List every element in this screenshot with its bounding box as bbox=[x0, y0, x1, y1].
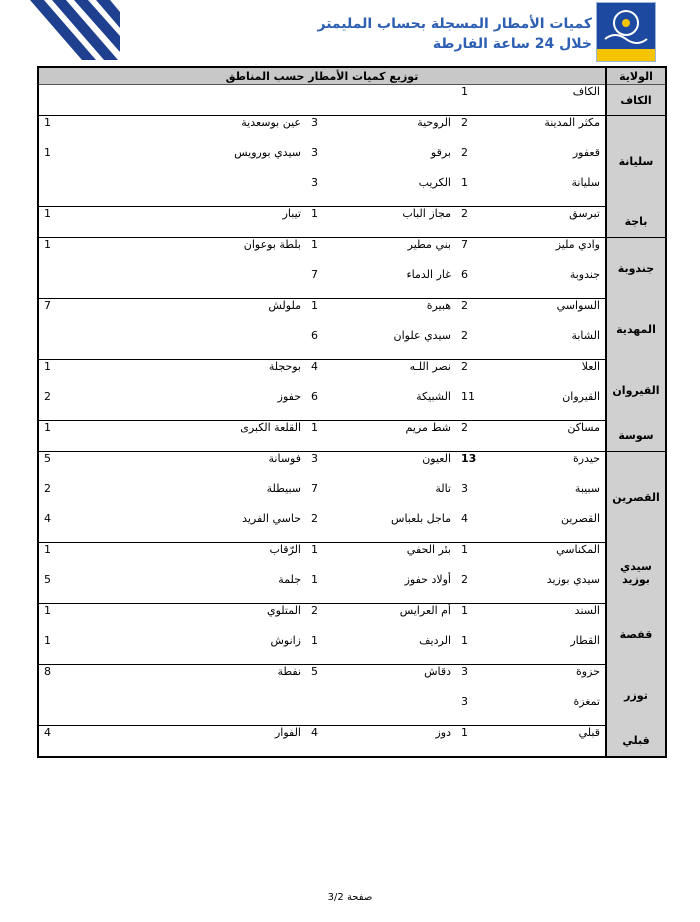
station-name: بوحجلة bbox=[268, 360, 301, 373]
rainfall-table bbox=[37, 66, 667, 758]
station-name: تمغزة bbox=[496, 695, 606, 726]
rainfall-value: 1 bbox=[38, 116, 196, 147]
rainfall-value: 1 bbox=[38, 207, 196, 238]
rainfall-value: 1 bbox=[461, 604, 468, 617]
station-name bbox=[346, 85, 456, 116]
rainfall-value: 1 bbox=[306, 634, 346, 665]
table-row bbox=[38, 573, 666, 604]
station-name: أولاد حفوز bbox=[346, 573, 456, 604]
station-name: شط مريم bbox=[346, 421, 456, 452]
rainfall-value: 1 bbox=[38, 421, 196, 452]
rainfall-value: 1 bbox=[306, 573, 346, 604]
rainfall-value: 2 bbox=[461, 299, 468, 312]
station-name: عين بوسعدية bbox=[241, 116, 301, 129]
table-row bbox=[38, 512, 666, 543]
rainfall-value: 6 bbox=[306, 329, 346, 360]
page-title bbox=[262, 14, 592, 54]
station-name: مجاز الباب bbox=[346, 207, 456, 238]
wilaya-cell: الكاف bbox=[606, 85, 666, 116]
station-name: دقاش bbox=[424, 665, 451, 678]
station-name: السند bbox=[574, 604, 600, 617]
station-name bbox=[346, 695, 456, 726]
wilaya-cell: توزر bbox=[606, 665, 666, 726]
station-name: القيروان bbox=[496, 390, 606, 421]
rainfall-value: 2 bbox=[311, 604, 318, 617]
station-name: الكريب bbox=[346, 176, 456, 207]
station-name: الرديف bbox=[346, 634, 456, 665]
station-name: حفوز bbox=[196, 390, 306, 421]
rainfall-value: 4 bbox=[456, 512, 496, 543]
rainfall-value: 11 bbox=[456, 390, 496, 421]
title-line-1: كميات الأمطار المسجلة بحساب المليمتر bbox=[317, 16, 592, 32]
table-row bbox=[38, 604, 666, 635]
station-name: الشبيكة bbox=[346, 390, 456, 421]
table-row bbox=[38, 85, 666, 116]
rainfall-value: 7 bbox=[311, 482, 318, 495]
rainfall-value bbox=[38, 695, 196, 726]
rainfall-value: 1 bbox=[456, 85, 496, 116]
header-wilaya: الولاية bbox=[606, 67, 666, 85]
rainfall-value: 5 bbox=[38, 573, 196, 604]
rainfall-value: 4 bbox=[311, 360, 318, 373]
decorative-stripes bbox=[30, 0, 120, 60]
station-name: تبرسق bbox=[496, 207, 606, 238]
station-name: نصر اللـه bbox=[409, 360, 451, 373]
rainfall-value: 2 bbox=[38, 390, 196, 421]
station-name: القلعة الكبرى bbox=[196, 421, 306, 452]
table-row bbox=[38, 329, 666, 360]
table-row bbox=[38, 726, 666, 758]
page-number: صفحة 3/2 bbox=[327, 892, 373, 903]
station-name: زانوش bbox=[196, 634, 306, 665]
table-row bbox=[38, 299, 666, 330]
logo-emblem-icon bbox=[597, 3, 655, 61]
table-row bbox=[38, 665, 666, 696]
station-name bbox=[196, 329, 306, 360]
table-row bbox=[38, 452, 666, 483]
wilaya-cell: سيدي بوزيد bbox=[606, 543, 666, 604]
rainfall-value: 2 bbox=[456, 573, 496, 604]
rainfall-value bbox=[38, 268, 196, 299]
station-name: الرّقاب bbox=[269, 543, 301, 556]
wilaya-cell: المهدية bbox=[606, 299, 666, 360]
station-name: بئر الحفي bbox=[406, 543, 451, 556]
station-name: حزوة bbox=[576, 665, 600, 678]
table-header-row bbox=[38, 67, 666, 85]
wilaya-cell: القصرين bbox=[606, 452, 666, 543]
station-name: قبلي bbox=[496, 726, 606, 758]
inm-logo bbox=[596, 2, 656, 62]
station-name: سيدي بورويس bbox=[234, 146, 301, 159]
table-row bbox=[38, 268, 666, 299]
station-name: القصرين bbox=[496, 512, 606, 543]
station-name: الفوار bbox=[196, 726, 306, 758]
rainfall-value: 7 bbox=[38, 299, 196, 330]
station-name: سيدي علوان bbox=[346, 329, 456, 360]
table-row bbox=[38, 634, 666, 665]
rainfall-value: 4 bbox=[306, 726, 346, 758]
rainfall-value: 7 bbox=[461, 238, 468, 251]
rainfall-value: 1 bbox=[456, 634, 496, 665]
rainfall-value: 2 bbox=[461, 146, 468, 159]
rainfall-value: 3 bbox=[311, 452, 318, 465]
station-name bbox=[196, 176, 306, 207]
rainfall-value: 4 bbox=[38, 726, 196, 758]
station-name: ماجل بلعباس bbox=[346, 512, 456, 543]
rainfall-value: 3 bbox=[311, 116, 318, 129]
station-name: مكثر المدينة bbox=[544, 116, 600, 129]
station-name: السواسي bbox=[556, 299, 600, 312]
station-name bbox=[196, 85, 306, 116]
rainfall-value: 3 bbox=[306, 176, 346, 207]
rainfall-value bbox=[306, 85, 346, 116]
rainfall-value: 3 bbox=[461, 482, 468, 495]
rainfall-value: 1 bbox=[38, 146, 196, 176]
station-name: سليانة bbox=[496, 176, 606, 207]
station-name: حاسي الفريد bbox=[196, 512, 306, 543]
station-name: حيدرة bbox=[573, 452, 600, 465]
rainfall-value: 7 bbox=[306, 268, 346, 299]
rainfall-value: 2 bbox=[456, 329, 496, 360]
rainfall-value: 8 bbox=[38, 665, 196, 696]
rainfall-value: 6 bbox=[306, 390, 346, 421]
rainfall-value: 4 bbox=[38, 512, 196, 543]
table-row bbox=[38, 360, 666, 391]
station-name: فوسانة bbox=[268, 452, 301, 465]
rainfall-value: 1 bbox=[306, 421, 346, 452]
wilaya-cell: قفصة bbox=[606, 604, 666, 665]
station-name: المكناسي bbox=[556, 543, 600, 556]
station-name: جلمة bbox=[196, 573, 306, 604]
table-row bbox=[38, 238, 666, 269]
rainfall-value: 3 bbox=[456, 695, 496, 726]
rainfall-value: 1 bbox=[456, 176, 496, 207]
rainfall-value: 1 bbox=[38, 360, 196, 391]
rainfall-value: 6 bbox=[456, 268, 496, 299]
rainfall-value: 1 bbox=[311, 299, 318, 312]
station-name: القطار bbox=[496, 634, 606, 665]
station-name: برقو bbox=[430, 146, 451, 159]
rainfall-value: 3 bbox=[461, 665, 468, 678]
rainfall-value: 2 bbox=[461, 360, 468, 373]
station-name: ملولش bbox=[268, 299, 301, 312]
wilaya-cell: سليانة bbox=[606, 116, 666, 207]
station-name: العيون bbox=[422, 452, 451, 465]
station-name bbox=[196, 268, 306, 299]
rainfall-value: 1 bbox=[38, 238, 196, 269]
station-name: أم العرايس bbox=[399, 604, 451, 617]
wilaya-cell: جندوبة bbox=[606, 238, 666, 299]
table-row bbox=[38, 695, 666, 726]
station-name: سبيبة bbox=[574, 482, 600, 495]
station-name: وادي مليز bbox=[555, 238, 600, 251]
rainfall-value: 5 bbox=[38, 452, 196, 483]
rainfall-value: 3 bbox=[311, 146, 318, 159]
station-name: تيبار bbox=[196, 207, 306, 238]
wilaya-cell: سوسة bbox=[606, 421, 666, 452]
station-name: بني مطير bbox=[407, 238, 451, 251]
rainfall-value: 5 bbox=[311, 665, 318, 678]
rainfall-value: 1 bbox=[311, 543, 318, 556]
station-name: الكاف bbox=[496, 85, 606, 116]
rainfall-value: 1 bbox=[461, 543, 468, 556]
station-name: قعفور bbox=[572, 146, 600, 159]
rainfall-value: 1 bbox=[306, 207, 346, 238]
station-name: مساكن bbox=[496, 421, 606, 452]
station-name: غار الدماء bbox=[346, 268, 456, 299]
station-name: تالة bbox=[435, 482, 451, 495]
table-row bbox=[38, 116, 666, 147]
rainfall-value: 1 bbox=[38, 634, 196, 665]
table-row bbox=[38, 207, 666, 238]
station-name bbox=[196, 695, 306, 726]
wilaya-cell: باجة bbox=[606, 207, 666, 238]
table-row bbox=[38, 176, 666, 207]
rainfall-value bbox=[38, 329, 196, 360]
table-row bbox=[38, 390, 666, 421]
station-name: سبيطلة bbox=[266, 482, 301, 495]
table-row bbox=[38, 146, 666, 176]
rainfall-value: 1 bbox=[311, 238, 318, 251]
station-name: هبيرة bbox=[426, 299, 451, 312]
station-name: سيدي بوزيد bbox=[496, 573, 606, 604]
rainfall-value bbox=[38, 85, 196, 116]
rainfall-value: 2 bbox=[38, 482, 196, 512]
rainfall-value bbox=[306, 695, 346, 726]
title-line-2: خلال 24 ساعة الفارطة bbox=[432, 36, 592, 52]
rainfall-value: 1 bbox=[456, 726, 496, 758]
station-name: جندوبة bbox=[496, 268, 606, 299]
station-name: المتلوي bbox=[266, 604, 301, 617]
rainfall-value: 13 bbox=[461, 452, 477, 465]
rainfall-value: 2 bbox=[306, 512, 346, 543]
rainfall-value: 2 bbox=[456, 207, 496, 238]
header-distribution: توزيع كميات الأمطار حسب المناطق bbox=[38, 67, 606, 85]
station-name: دوز bbox=[346, 726, 456, 758]
wilaya-cell: القيروان bbox=[606, 360, 666, 421]
station-name: العلا bbox=[581, 360, 600, 373]
rainfall-value: 2 bbox=[461, 116, 468, 129]
rainfall-value bbox=[38, 176, 196, 207]
table-row bbox=[38, 421, 666, 452]
station-name: الشابة bbox=[496, 329, 606, 360]
table-row bbox=[38, 482, 666, 512]
table-row bbox=[38, 543, 666, 574]
wilaya-cell: قبلي bbox=[606, 726, 666, 758]
station-name: بلطة بوعوان bbox=[243, 238, 301, 251]
rainfall-value: 2 bbox=[456, 421, 496, 452]
rainfall-value: 1 bbox=[38, 604, 196, 635]
rainfall-value: 1 bbox=[38, 543, 196, 574]
station-name: نفطة bbox=[277, 665, 301, 678]
station-name: الروحية bbox=[417, 116, 451, 129]
